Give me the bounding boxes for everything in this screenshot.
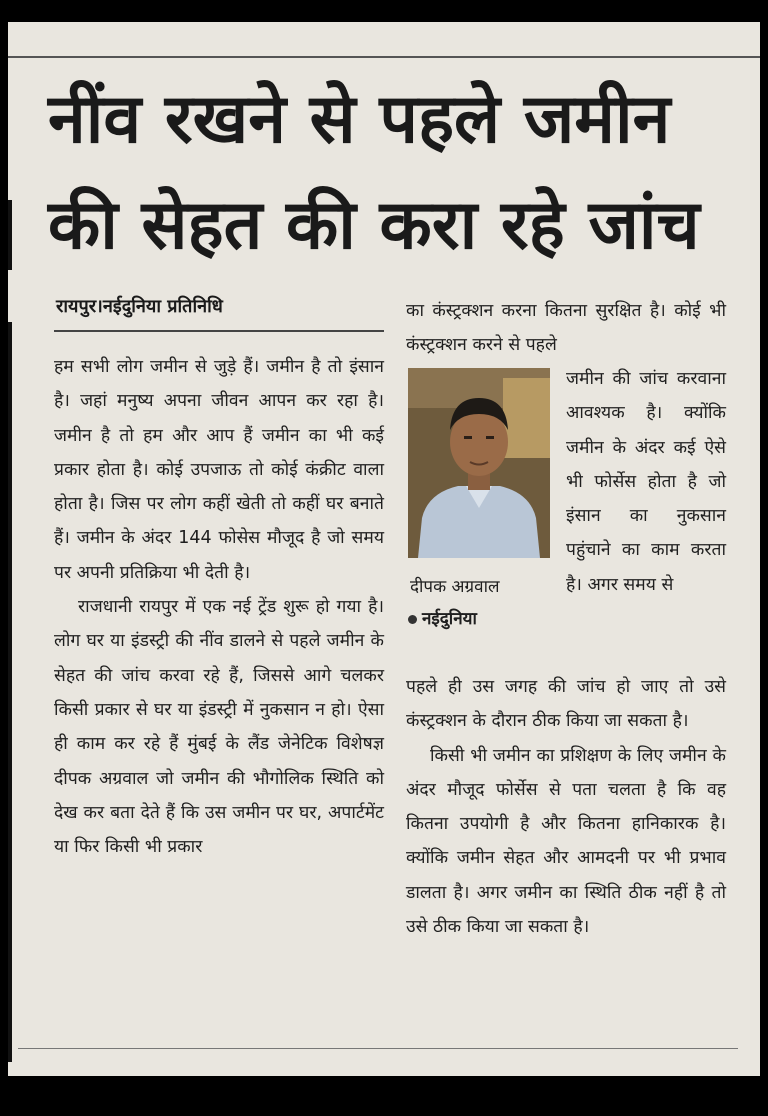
photo-caption-source bbox=[408, 606, 477, 629]
byline-rule bbox=[54, 330, 384, 332]
right-paragraph-1-rest: पहले ही उस जगह की जांच हो जाए तो उसे कंस्ट्रक्शन के दौरान ठीक किया जा सकता है। bbox=[406, 677, 726, 732]
right-column-bottom bbox=[406, 670, 726, 944]
bottom-rule bbox=[18, 1048, 738, 1049]
right-paragraph-2: किसी भी जमीन का प्रशिक्षण के लिए जमीन के अंदर मौजूद फोर्सेस से पता चलता है कि वह कितना उपयोगी है और कितना हानिकारक है। क्योंकि जमीन सेहत और आमदनी पर भी प्रभाव डालता है। अगर जमीन का स्थिति ठीक नहीं है तो उसे ठीक किया जा सकता है। bbox=[406, 745, 726, 938]
left-paragraph-1: हम सभी लोग जमीन से जुड़े हैं। जमीन है तो इंसान है। जहां मनुष्य अपना जीवन आपन कर रहा है। जमीन है तो हम और आप हैं जमीन का भी कई प्रकार होता है। कोई उपजाऊ तो कोई कंक्रीट वाला होता है। जिस पर लोग कहीं खेती तो कहीं घर बनाते हैं। जमीन के अंदर 144 फोसेस मौजूद है जो समय पर अपनी प्रतिक्रिया भी देती है। bbox=[54, 357, 384, 583]
right-column-top: का कंस्ट्रक्शन करना कितना सुरक्षित है। कोई भी कंस्ट्रक्शन करने से पहले bbox=[406, 301, 726, 356]
newspaper-clipping bbox=[8, 22, 760, 1076]
right-column-beside-photo: जमीन की जांच करवाना आवश्यक है। क्योंकि जमीन के अंदर कई ऐसे भी फोर्सेस होता है जो इंसान का नुकसान पहुंचाने का काम करता है। अगर समय से bbox=[566, 369, 726, 595]
left-paragraph-2: राजधानी रायपुर में एक नई ट्रेंड शुरू हो गया है। लोग घर या इंडस्ट्री की नींव डालने से पहले जमीन के सेहत की जांच करवा रहे हैं, जिससे आगे चलकर किसी प्रकार से घर या इंडस्ट्री में नुकसान न हो। ऐसा ही काम कर रहे हैं मुंबई के लैंड जेनेटिक विशेषज्ञ दीपक अग्रवाल जो जमीन की भौगोलिक स्थिति को देख कर बता देते हैं कि उस जमीन पर घर, अपार्टमेंट या फिर किसी भी प्रकार bbox=[54, 597, 384, 858]
photo-caption-name: दीपक अग्रवाल bbox=[410, 577, 500, 597]
left-edge-mark bbox=[8, 200, 12, 270]
portrait-photo-image bbox=[408, 368, 550, 558]
top-rule bbox=[8, 56, 760, 58]
bullet-icon bbox=[408, 615, 417, 624]
left-edge-mark bbox=[8, 322, 12, 1062]
left-column bbox=[54, 350, 384, 864]
byline: रायपुर।नईदुनिया प्रतिनिधि bbox=[56, 296, 223, 317]
headline-line-2: की सेहत की करा रहे जांच bbox=[48, 186, 700, 265]
photo-caption-source-text: नईदुनिया bbox=[422, 609, 477, 629]
headline-line-1: नींव रखने से पहले जमीन bbox=[48, 80, 671, 159]
portrait-photo bbox=[408, 368, 550, 558]
